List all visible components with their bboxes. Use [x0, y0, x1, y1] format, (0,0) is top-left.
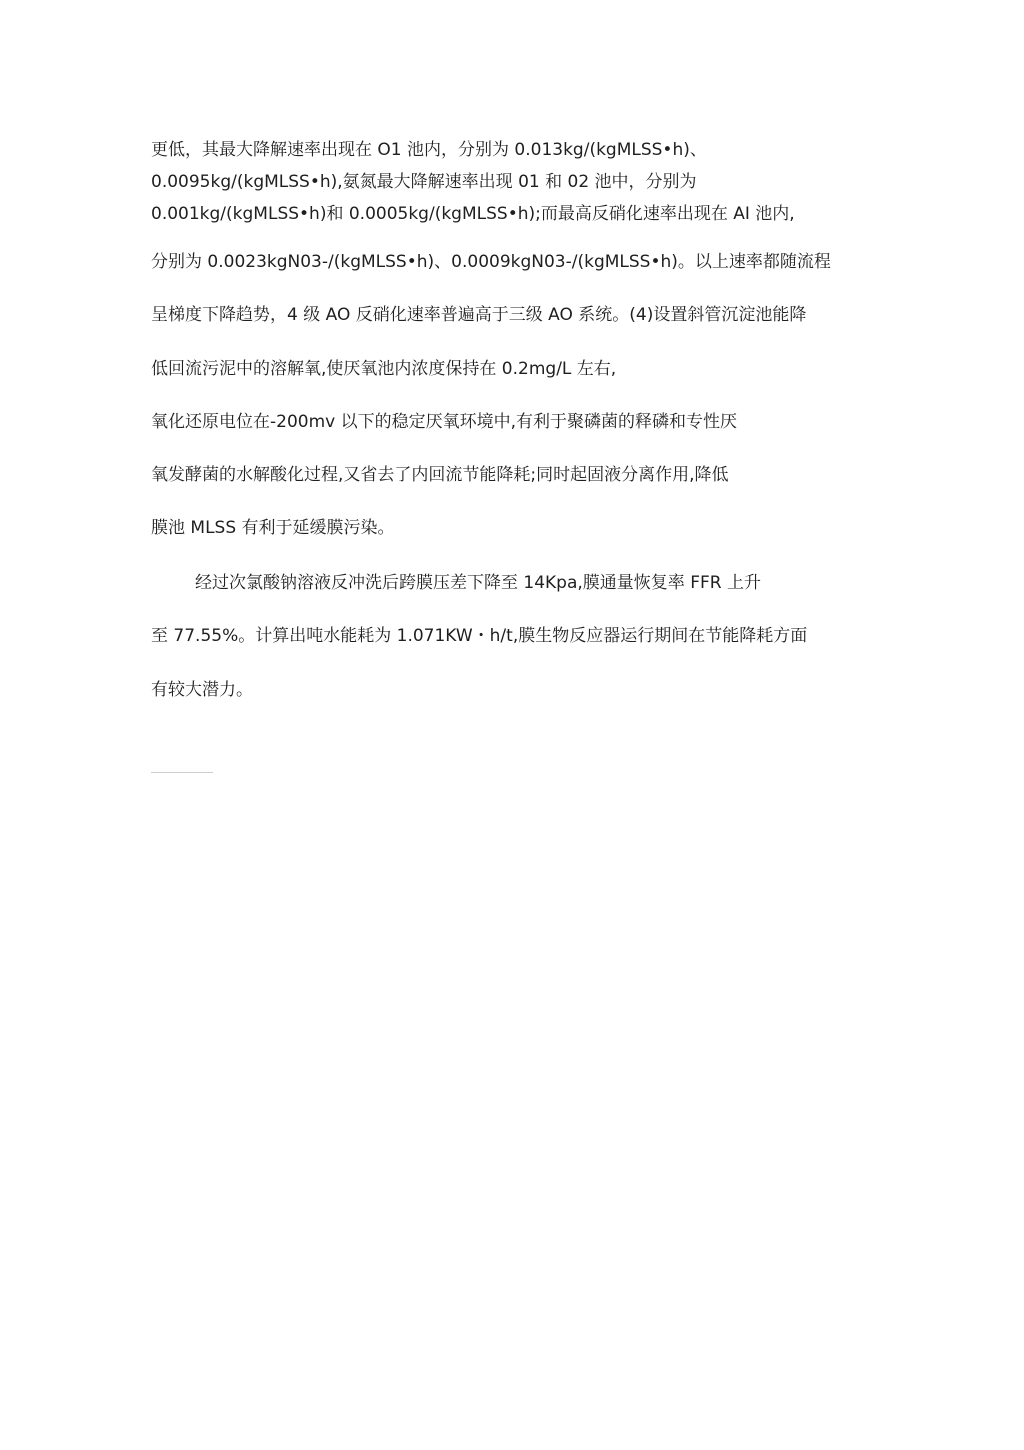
- paragraph-line: 有较大潜力。: [151, 680, 253, 700]
- paragraph-line: 氧发酵菌的水解酸化过程,又省去了内回流节能降耗;同时起固液分离作用,降低: [151, 465, 729, 485]
- paragraph-line: 呈梯度下降趋势，4 级 AO 反硝化速率普遍高于三级 AO 系统。(4)设置斜管沉淀池能降: [151, 305, 807, 325]
- paragraph-line: 0.0095kg/(kgMLSS•h),氨氮最大降解速率出现 01 和 02 池中，分别为: [151, 172, 697, 192]
- paragraph-line: 至 77.55%。计算出吨水能耗为 1.071KW・h/t,膜生物反应器运行期间在节能降耗方面: [151, 626, 808, 646]
- paragraph-line: 0.001kg/(kgMLSS•h)和 0.0005kg/(kgMLSS•h);而最高反硝化速率出现在 AI 池内,: [151, 204, 795, 224]
- footnote-separator: [151, 772, 213, 773]
- paragraph-line: 低回流污泥中的溶解氧,使厌氧池内浓度保持在 0.2mg/L 左右,: [151, 359, 617, 379]
- paragraph-line: 更低，其最大降解速率出现在 O1 池内，分别为 0.013kg/(kgMLSS•h)、: [151, 140, 707, 160]
- paragraph-line-indented: 经过次氯酸钠溶液反冲洗后跨膜压差下降至 14Kpa,膜通量恢复率 FFR 上升: [195, 573, 761, 593]
- paragraph-line: 膜池 MLSS 有利于延缓膜污染。: [151, 518, 395, 538]
- paragraph-line: 分别为 0.0023kgN03-/(kgMLSS•h)、0.0009kgN03-/(kgMLSS•h)。以上速率都随流程: [151, 252, 831, 272]
- paragraph-line: 氧化还原电位在-200mv 以下的稳定厌氧环境中,有利于聚磷菌的释磷和专性厌: [151, 412, 738, 432]
